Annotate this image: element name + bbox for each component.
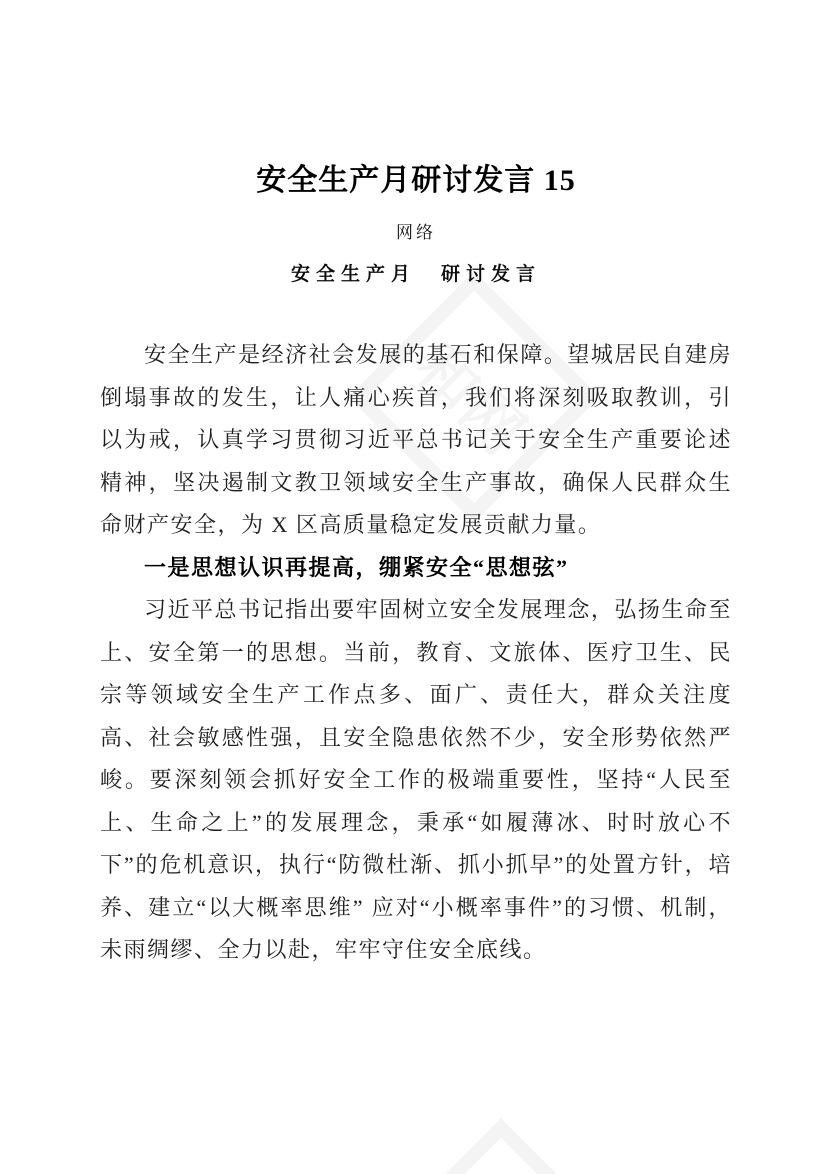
document-content bbox=[100, 0, 732, 972]
watermark-diamond-icon bbox=[375, 1118, 627, 1174]
source-line: 网络 bbox=[396, 223, 436, 242]
watermark-text bbox=[427, 1170, 575, 1174]
document-subtitle: 安全生产月 研讨发言 bbox=[290, 264, 541, 285]
section-heading: 一是思想认识再提高，绷紧安全“思想弦” bbox=[144, 554, 569, 580]
paragraph: 习近平总书记指出要牢固树立安全发展理念，弘扬生命至上、安全第一的思想。当前，教育、文旅体、医疗卫生、民宗等领域安全生产工作点多、面广、责任大，群众关注度高、社会敏感性强，且安全隐患依然不少，安全形势依然严峻。要深刻领会抓好安全工作的极端重要性，坚持“人民至上、生命之上”的发展理念，秉承“如履薄冰、时时放心不下”的危机意识，执行“防微杜渐、抓小抓早”的处置方针，培养、建立“以大概率思维” 应对“小概率事件”的习惯、机制，未雨绸缪、全力以赴，牢牢守住安全底线。 bbox=[100, 597, 732, 962]
document-body bbox=[100, 334, 732, 972]
paragraph: 安全生产是经济社会发展的基石和保障。望城居民自建房倒塌事故的发生，让人痛心疾首，我们将深刻吸取教训，引以为戒，认真学习贯彻习近平总书记关于安全生产重要论述精神，坚决遏制文教卫领域安全生产事故，确保人民群众生命财产安全，为 X 区高质量稳定发展贡献力量。 bbox=[100, 342, 732, 537]
document-title: 安全生产月研讨发言 15 bbox=[256, 164, 576, 197]
